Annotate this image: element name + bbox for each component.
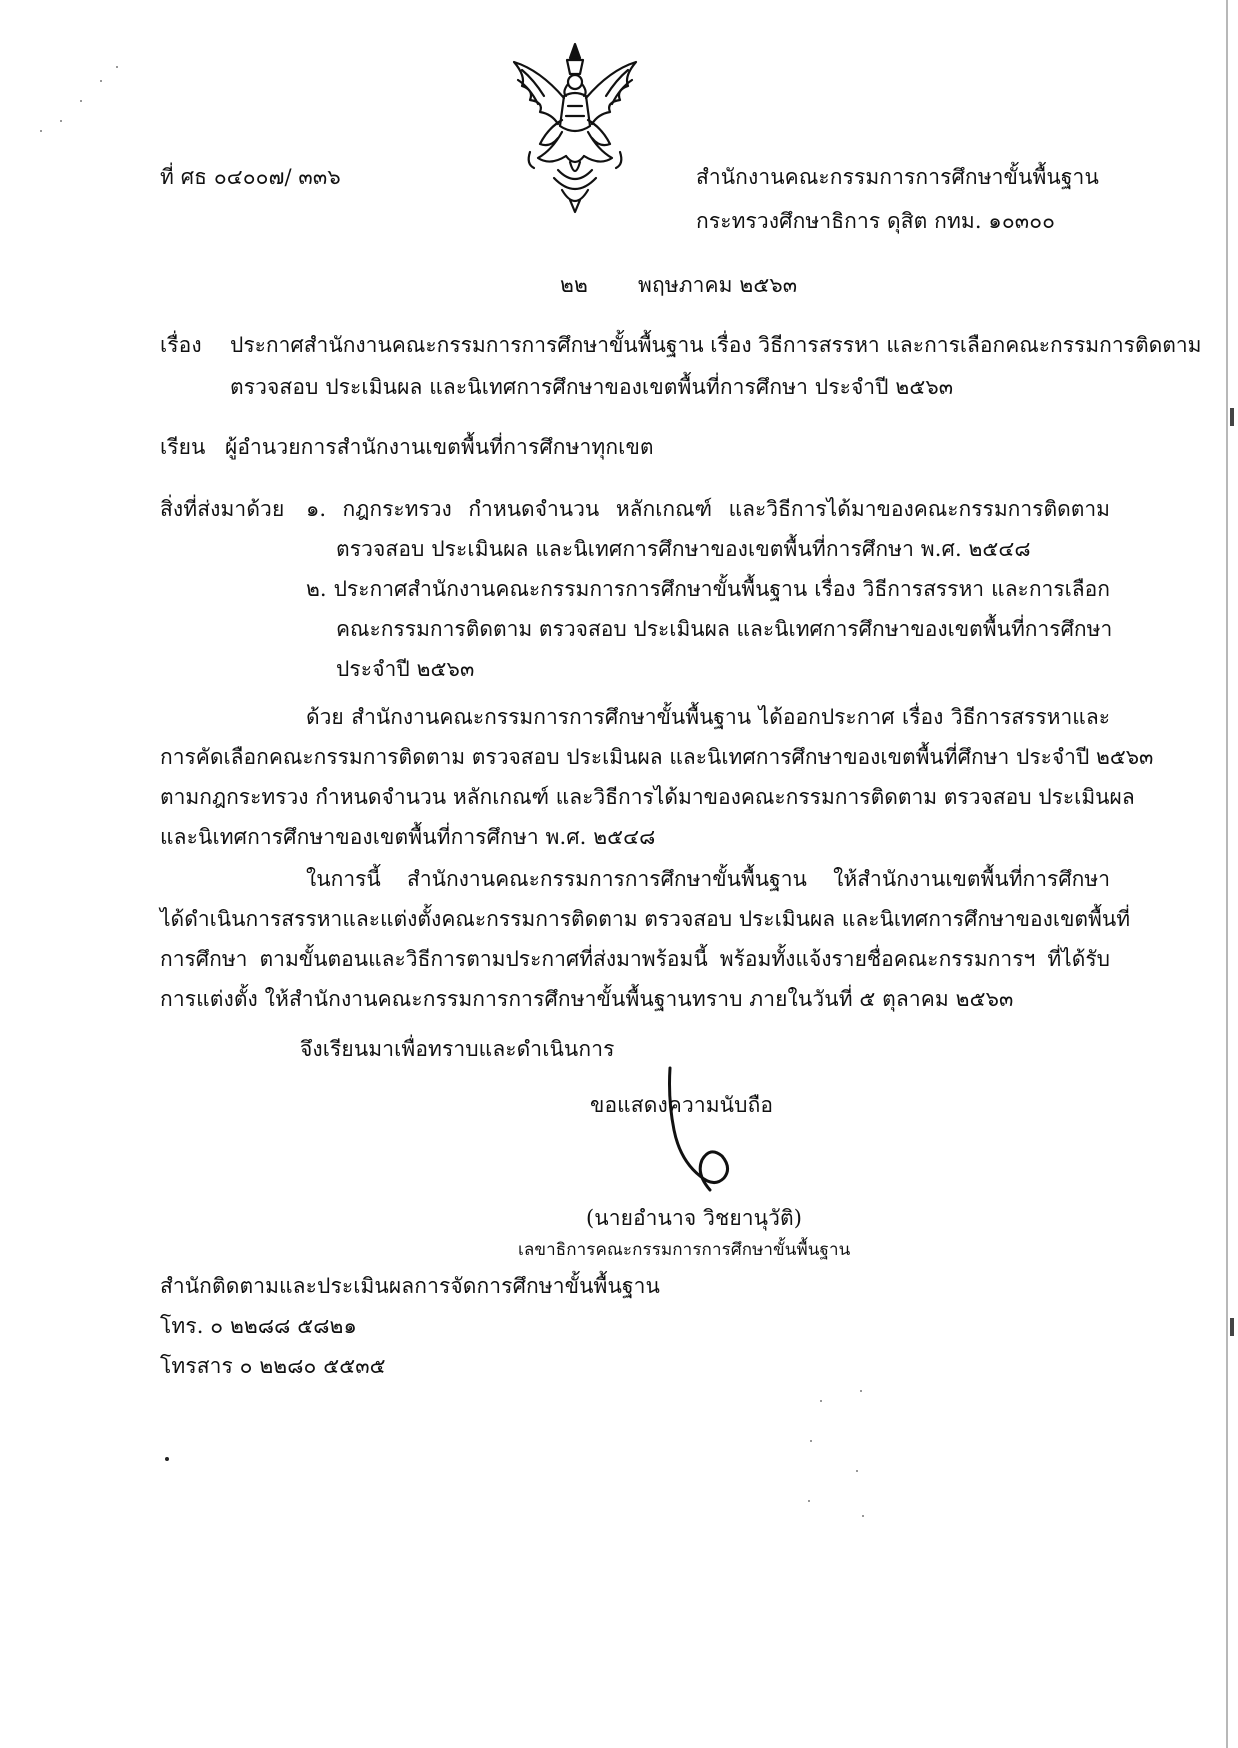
scan-edge-mark [1230,1318,1234,1336]
footer-phone: โทร. ๐ ๒๒๘๘ ๕๘๒๑ [160,1314,357,1338]
scan-edge-mark [1230,408,1234,426]
subject-label: เรื่อง [160,333,202,357]
scan-speck [808,1500,810,1502]
body-paragraph-1-line-2: การคัดเลือกคณะกรรมการติดตาม ตรวจสอบ ประเมินผล และนิเทศการศึกษาของเขตพื้นที่ศึกษา ประจำปี ๒๕๖๓ [160,745,1154,769]
scan-speck [40,130,42,132]
garuda-emblem-icon [500,40,650,215]
body-paragraph-2-line-2: ได้ดำเนินการสรรหาและแต่งตั้งคณะกรรมการติดตาม ตรวจสอบ ประเมินผล และนิเทศการศึกษาของเขตพื้นที่ [160,907,1131,931]
scan-speck [100,80,102,82]
enclosure-item-1-line-1: ๑. กฎกระทรวง กำหนดจำนวน หลักเกณฑ์ และวิธีการได้มาของคณะกรรมการติดตาม [306,497,1110,521]
recipient-text: ผู้อำนวยการสำนักงานเขตพื้นที่การศึกษาทุกเขต [225,435,654,459]
footer-bureau: สำนักติดตามและประเมินผลการจัดการศึกษาขั้นพื้นฐาน [160,1274,660,1298]
body-paragraph-2-line-3: การศึกษา ตามขั้นตอนและวิธีการตามประกาศที่ส่งมาพร้อมนี้ พร้อมทั้งแจ้งรายชื่อคณะกรรมการฯ ที่ได้รับ [160,947,1110,971]
scan-speck [820,1400,822,1402]
enclosure-item-2-line-3: ประจำปี ๒๕๖๓ [336,657,475,681]
scan-speck [810,1440,812,1442]
subject-line-1: ประกาศสำนักงานคณะกรรมการการศึกษาขั้นพื้นฐาน เรื่อง วิธีการสรรหา และการเลือกคณะกรรมการติดตาม [230,333,1202,357]
body-paragraph-1-line-1: ด้วย สำนักงานคณะกรรมการการศึกษาขั้นพื้นฐาน ได้ออกประกาศ เรื่อง วิธีการสรรหาและ [306,705,1110,729]
subject-line-2: ตรวจสอบ ประเมินผล และนิเทศการศึกษาของเขตพื้นที่การศึกษา ประจำปี ๒๕๖๓ [230,375,954,399]
scan-speck [80,100,82,102]
scan-speck [856,1470,858,1472]
closing-salutation: ขอแสดงความนับถือ [590,1093,774,1117]
date-month-year: พฤษภาคม ๒๕๖๓ [638,273,798,297]
footer-fax: โทรสาร ๐ ๒๒๘๐ ๕๕๓๕ [160,1354,386,1378]
enclosure-item-2-line-2: คณะกรรมการติดตาม ตรวจสอบ ประเมินผล และนิเทศการศึกษาของเขตพื้นที่การศึกษา [336,617,1113,641]
enclosures-label: สิ่งที่ส่งมาด้วย [160,497,285,521]
scan-speck [60,120,62,122]
scan-speck [116,66,118,68]
enclosure-item-1-line-2: ตรวจสอบ ประเมินผล และนิเทศการศึกษาของเขตพื้นที่การศึกษา พ.ศ. ๒๕๔๘ [336,537,1031,561]
scan-speck [860,1390,862,1392]
document-number: ที่ ศธ ๐๔๐๐๗/ ๓๓๖ [160,165,341,189]
scan-edge-line [1226,0,1228,1748]
scan-speck [862,1515,864,1517]
enclosure-item-2-line-1: ๒. ประกาศสำนักงานคณะกรรมการการศึกษาขั้นพื้นฐาน เรื่อง วิธีการสรรหา และการเลือก [306,577,1110,601]
signatory-name: (นายอำนาจ วิชยานุวัติ) [586,1206,802,1230]
handwritten-signature [640,1060,770,1210]
recipient-label: เรียน [160,435,206,459]
body-paragraph-2-line-4: การแต่งตั้ง ให้สำนักงานคณะกรรมการการศึกษาขั้นพื้นฐานทราบ ภายในวันที่ ๕ ตุลาคม ๒๕๖๓ [160,987,1014,1011]
body-paragraph-2-line-1: ในการนี้ สำนักงานคณะกรรมการการศึกษาขั้นพื้นฐาน ให้สำนักงานเขตพื้นที่การศึกษา [306,867,1110,891]
date-day: ๒๒ [560,273,588,297]
signatory-title: เลขาธิการคณะกรรมการการศึกษาขั้นพื้นฐาน [518,1240,851,1260]
body-paragraph-1-line-4: และนิเทศการศึกษาของเขตพื้นที่การศึกษา พ.ศ. ๒๕๔๘ [160,825,656,849]
office-name: สำนักงานคณะกรรมการการศึกษาขั้นพื้นฐาน [696,165,1099,189]
office-address: กระทรวงศึกษาธิการ ดุสิต กทม. ๑๐๓๐๐ [696,209,1056,233]
closing-request: จึงเรียนมาเพื่อทราบและดำเนินการ [300,1037,615,1061]
body-paragraph-1-line-3: ตามกฎกระทรวง กำหนดจำนวน หลักเกณฑ์ และวิธีการได้มาของคณะกรรมการติดตาม ตรวจสอบ ประเมินผล [160,785,1135,809]
scan-speck [165,1457,169,1461]
